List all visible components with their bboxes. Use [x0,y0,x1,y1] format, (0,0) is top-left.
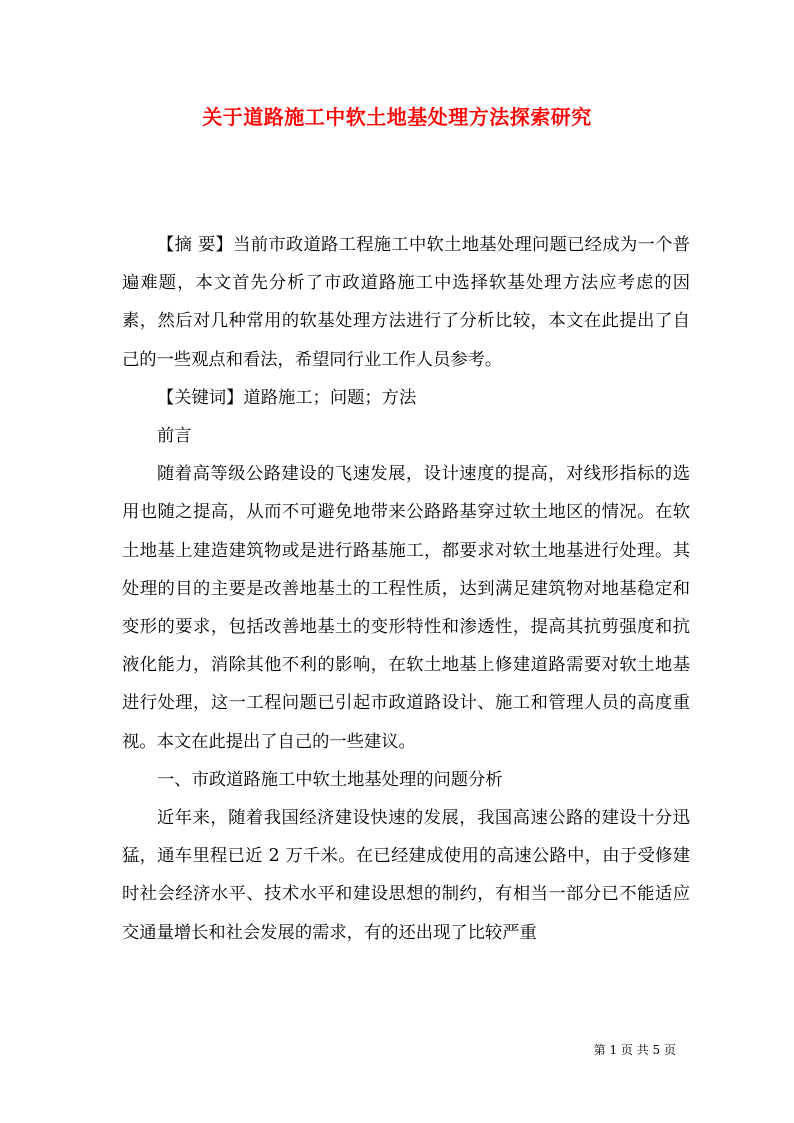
keywords-paragraph: 【关键词】道路施工；问题；方法 [157,387,417,408]
preface-heading: 前言 [157,426,192,447]
body-paragraph: 随着高等级公路建设的飞速发展，设计速度的提高，对线形指标的选用也随之提高，从而不可避免地带来公路路基穿过软土地区的情况。在软土地基上建造建筑物或是进行路基施工，都要求对软土地基进行处理。其处理的目的主要是改善地基土的工程性质，达到满足建筑物对地基稳定和变形的要求，包括改善地基土的变形特性和渗透性，提高其抗剪强度和抗液化能力，消除其他不利的影响，在软土地基上修建道路需要对软土地基进行处理，这一工程问题已引起市政道路设计、施工和管理人员的高度重视。本文在此提出了自己的一些建议。 [122,464,690,752]
document-title: 关于道路施工中软土地基处理方法探索研究 [202,105,592,129]
section-heading: 一、市政道路施工中软土地基处理的问题分析 [157,769,503,790]
page-number-footer: 第 1 页 共 5 页 [593,1043,676,1057]
abstract-paragraph: 【摘 要】当前市政道路工程施工中软土地基处理问题已经成为一个普遍难题，本文首先分析了市政道路施工中选择软基处理方法应考虑的因素，然后对几种常用的软基处理方法进行了分析比较，本文在此提出了自己的一些观点和看法，希望同行业工作人员参考。 [122,235,690,370]
body-paragraph: 近年来，随着我国经济建设快速的发展，我国高速公路的建设十分迅猛，通车里程已近 2 万千米。在已经建成使用的高速公路中，由于受修建时社会经济水平、技术水平和建设思想的制约，有相当一部分已不能适应交通量增长和社会发展的需求，有的还出现了比较严重 [122,808,690,943]
document-body [122,226,690,952]
